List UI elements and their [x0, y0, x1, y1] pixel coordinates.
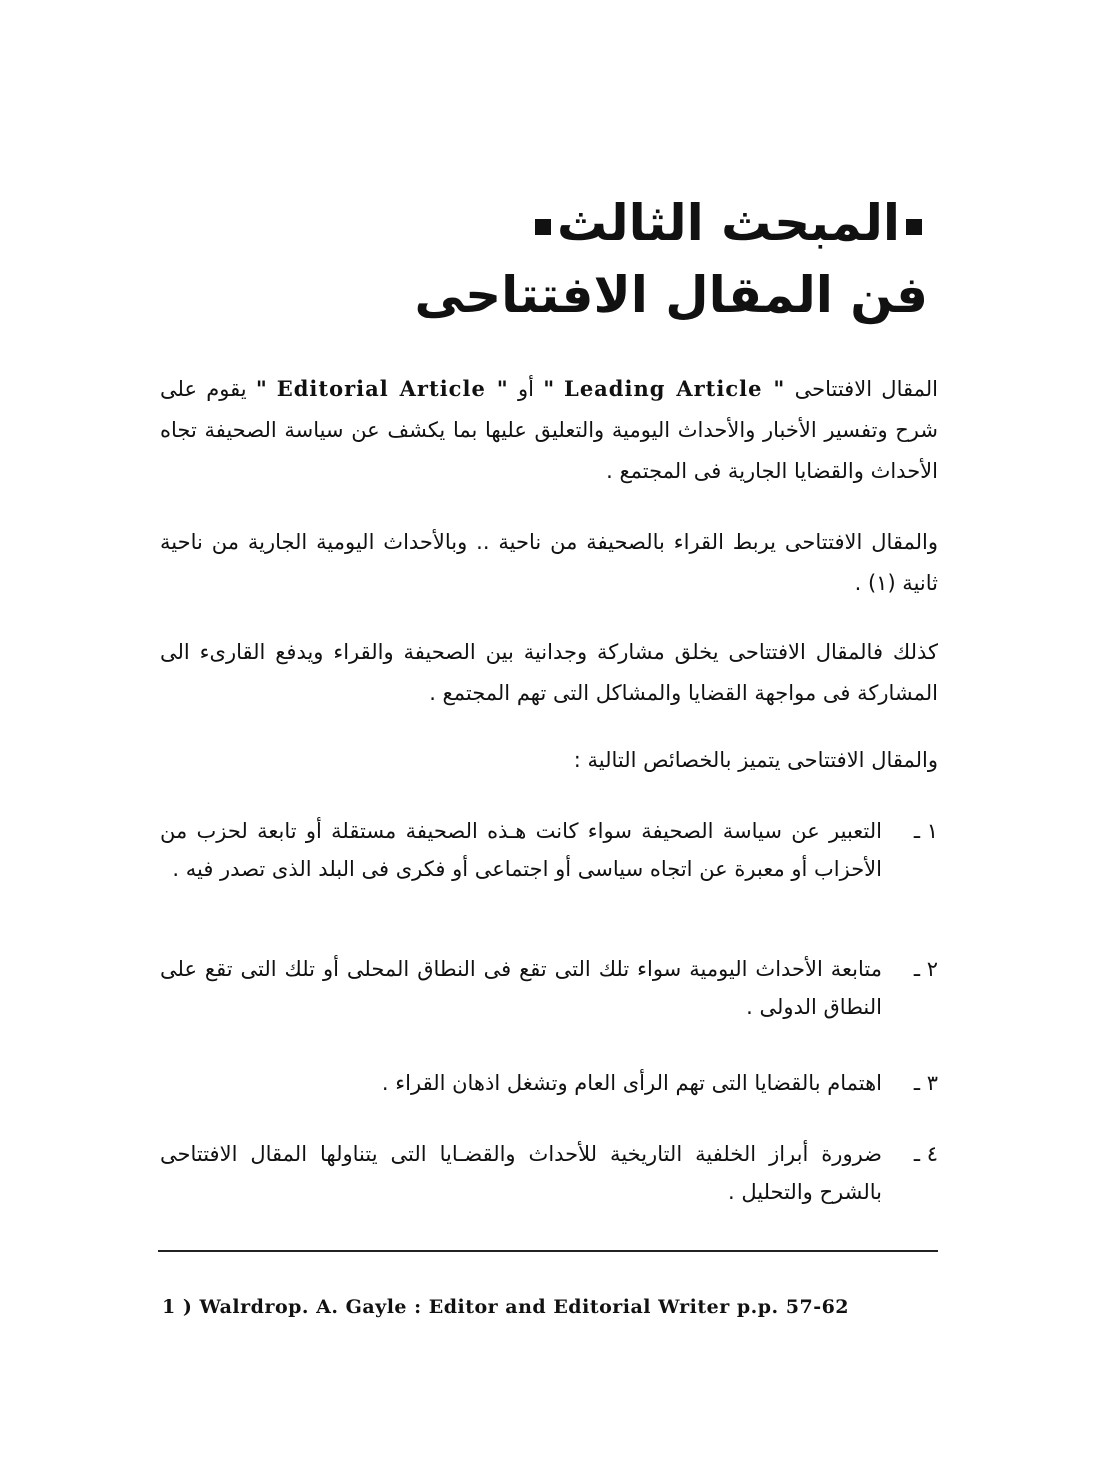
list-item-number: ٢ ـ [913, 957, 938, 981]
square-bullet-icon [535, 219, 551, 235]
paragraph-3: كذلك فالمقال الافتتاحى يخلق مشاركة وجدانية بين الصحيفة والقراء ويدفع القارىء الى المشاركة فى مواجهة القضايا والمشاكل التى تهم المجتمع . [160, 640, 938, 705]
term-leading-article: " Leading Article " [543, 376, 786, 401]
term-editorial-article: " Editorial Article " [255, 376, 509, 401]
intro-rest: يقوم على شرح وتفسير الأخبار والأحداث اليومية والتعليق عليها بما يكشف عن سياسة الصحيفة تجاه الأحداث والقضايا الجارية فى المجتمع . [160, 377, 938, 483]
list-item-text: ضرورة أبراز الخلفية التاريخية للأحداث والقضـايا التى يتناولها المقال الافتتاحى بالشرح والتحليل . [160, 1142, 882, 1204]
list-item [160, 812, 938, 888]
list-item-text: متابعة الأحداث اليومية سواء تلك التى تقع فى النطاق المحلى أو تلك التى تقع على النطاق الدولى . [160, 957, 882, 1019]
list-item-number: ١ ـ [913, 819, 938, 843]
list-item [160, 950, 938, 1026]
list-item-number: ٣ ـ [913, 1071, 938, 1095]
intro-lead: المقال الافتتاحى [794, 377, 938, 401]
list-item-text: اهتمام بالقضايا التى تهم الرأى العام وتشغل اذهان القراء . [381, 1071, 882, 1095]
list-item-number: ٤ ـ [913, 1142, 938, 1166]
square-bullet-icon [906, 219, 922, 235]
intro-or: أو [517, 377, 534, 401]
section-subheading: فن المقال الافتتاحى [414, 266, 928, 324]
list-item [160, 1064, 938, 1102]
section-heading [529, 194, 928, 252]
paragraph-2: والمقال الافتتاحى يربط القراء بالصحيفة من ناحية .. وبالأحداث اليومية الجارية من ناحية ثانية (١) . [160, 530, 938, 595]
list-item-text: التعبير عن سياسة الصحيفة سواء كانت هـذه الصحيفة مستقلة أو تابعة لحزب من الأحزاب أو معبرة عن اتجاه سياسى أو اجتماعى أو فكرى فى البلد الذى تصدر فيه . [160, 819, 882, 881]
footnote-divider [158, 1250, 938, 1252]
footnote: 1 ) Walrdrop. A. Gayle : Editor and Editorial Writer p.p. 57-62 [162, 1296, 850, 1318]
intro-paragraph [160, 368, 938, 492]
paragraph-4: والمقال الافتتاحى يتميز بالخصائص التالية : [573, 748, 938, 772]
section-heading-text: المبحث الثالث [556, 194, 900, 252]
list-item [160, 1135, 938, 1211]
